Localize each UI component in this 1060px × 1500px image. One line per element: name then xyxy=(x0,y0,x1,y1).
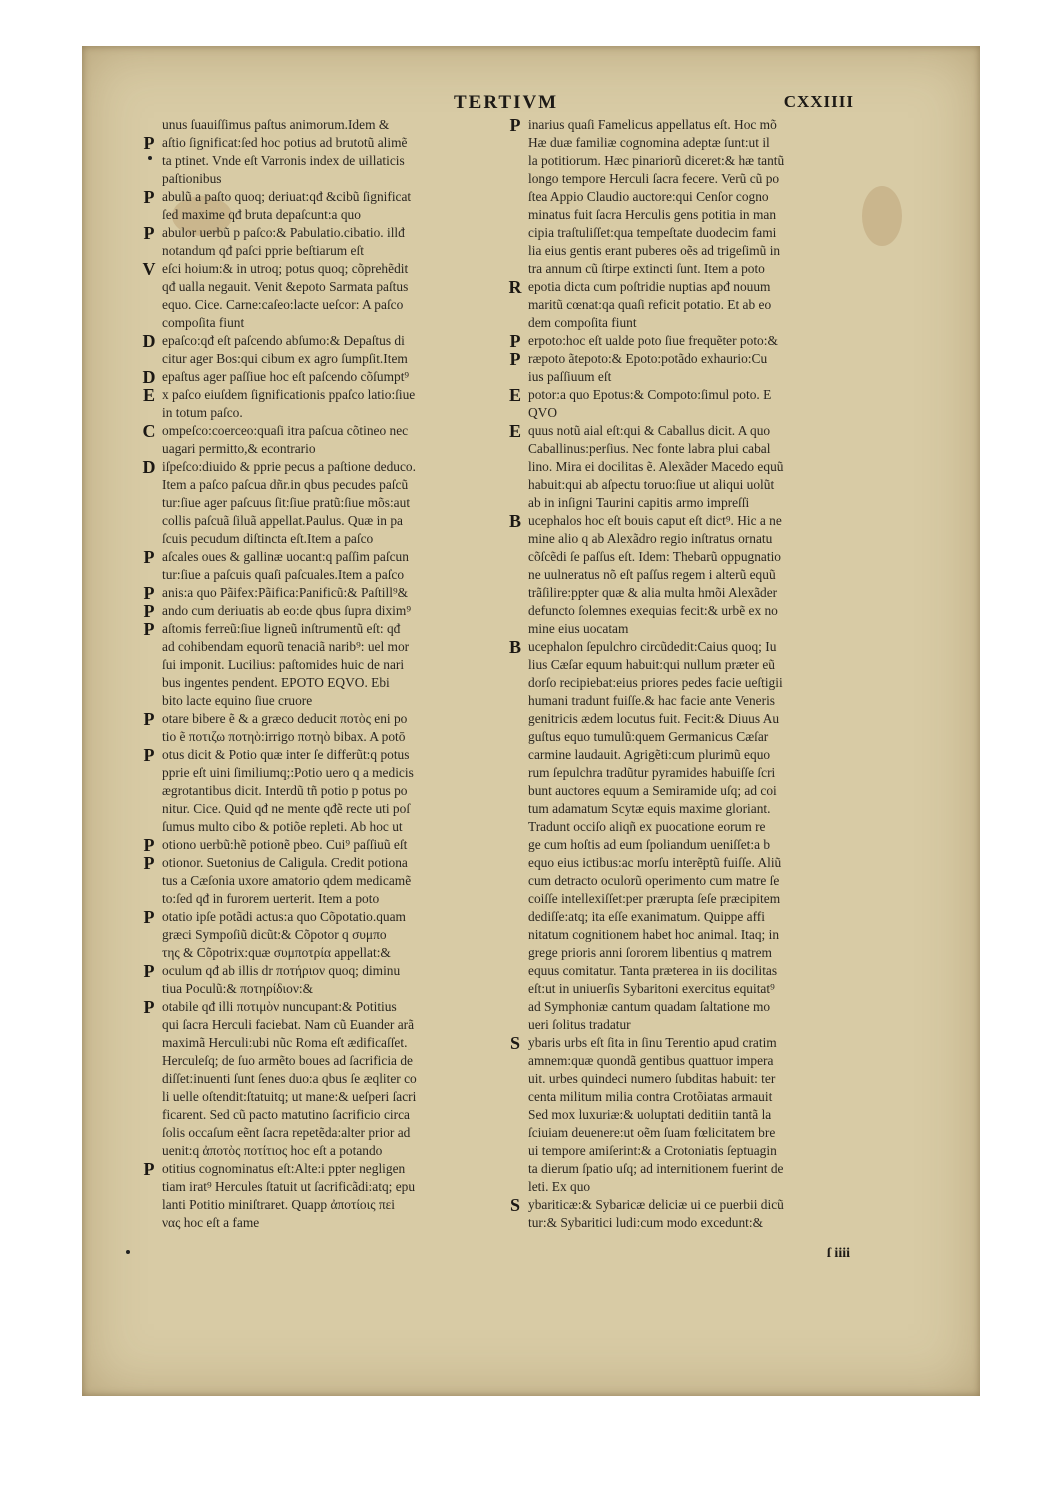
entry-initial: P xyxy=(143,907,155,927)
text-entry xyxy=(136,1160,556,1232)
text-line: aſtomis ferreũ:ſiue ligneũ inſtrumentũ eſt: qđ xyxy=(162,621,401,636)
text-line: la potitiorum. Hæc pinariorũ diceret:& hæ tantũ xyxy=(528,153,785,168)
text-line: inarius quaſi Famelicus appellatus eſt. Hoc mõ xyxy=(528,117,777,132)
text-entry xyxy=(502,278,922,332)
text-line: otionor. Suetonius de Caligula. Credit potiona xyxy=(162,855,408,870)
text-line: mine alio q ab Alexãdro regio inſtratus ornatu xyxy=(528,531,773,546)
entry-initial: P xyxy=(509,349,521,369)
text-line: ſui imponit. Lucilius: paſtomides huic de nari xyxy=(162,657,405,672)
entry-lines xyxy=(528,1196,922,1232)
text-line: ægrotantibus dicit. Interdũ tñ potio p potus po xyxy=(162,783,408,798)
entry-lines xyxy=(162,908,556,962)
text-line: ad Symphoniæ cantum quadam ſaltatione mo xyxy=(528,999,771,1014)
right-column xyxy=(502,116,922,1232)
text-line: lius Cæſar equum habuit:qui nullum præter eũ xyxy=(528,657,775,672)
text-entry xyxy=(502,116,922,278)
text-entry xyxy=(136,602,556,620)
text-line: tio ẽ ποτιζω ποτηὸ:irrigo ποτηὸ bibax. A potō xyxy=(162,729,406,744)
text-line: cum detracto oculorũ operimento cum matre ſe xyxy=(528,873,780,888)
text-line: cipia traſtuliſſet:qua tempeſtate duodecim fami xyxy=(528,225,777,240)
text-line: tus a Cæſonia uxore amatorio qdem medicamẽ xyxy=(162,873,412,888)
entry-initial: E xyxy=(142,385,155,405)
text-line: otatio ipſe potãdi actus:a quo Cõpotatio.quam xyxy=(162,909,406,924)
text-line: rum ſepulchra tradũtur pyramides habuiſſe ſcri xyxy=(528,765,776,780)
entry-lines xyxy=(162,854,556,908)
text-line: ompeſco:coerceo:quaſi itra paſcua cõtineo nec xyxy=(162,423,409,438)
text-entry xyxy=(502,332,922,350)
text-line: potor:a quo Epotus:& Compoto:ſimul poto. E xyxy=(528,387,772,402)
text-line: dorſo recipiebat:eius priores pedes facie ueſtigii xyxy=(528,675,783,690)
entry-lines xyxy=(162,548,556,584)
text-line: amnem:quæ quondã gentibus quattuor impera xyxy=(528,1053,774,1068)
text-line: mine eius uocatam xyxy=(528,621,629,636)
text-line: tur:ſiue a paſcuis quaſi paſcuales.Item a paſco xyxy=(162,567,405,582)
text-line: Hæ duæ familiæ cognomina adeptæ ſunt:ut il xyxy=(528,135,770,150)
text-entry xyxy=(502,350,922,386)
text-entry xyxy=(502,1196,922,1232)
text-line: notandum qđ paſci pprie beſtiarum eſt xyxy=(162,243,364,258)
entry-initial: P xyxy=(143,835,155,855)
entry-lines xyxy=(528,350,922,386)
text-line: guſtus equo tumulũ:quem Germanicus Cæſar xyxy=(528,729,769,744)
text-line: epaſtus ager paſſiue hoc eſt paſcendo cõſumpt⁹ xyxy=(162,369,410,384)
text-line: ybaris urbs eſt ſita in ſinu Terentio apud cratim xyxy=(528,1035,777,1050)
text-line: tiua Poculũ:& ποτηρίδιον:& xyxy=(162,981,314,996)
text-entry xyxy=(136,908,556,962)
text-line: Sed mox luxuriæ:& uoluptati deditiin tantã la xyxy=(528,1107,772,1122)
entry-lines xyxy=(162,458,556,548)
entry-lines xyxy=(528,116,922,278)
entry-initial: B xyxy=(508,637,521,657)
text-line: otus dicit & Potio quæ inter ſe differũt:q potus xyxy=(162,747,410,762)
text-line: anis:a quo Pãifex:Pãifica:Panificũ:& Paſtill⁹& xyxy=(162,585,409,600)
text-entry xyxy=(502,386,922,422)
left-column xyxy=(136,116,556,1232)
entry-initial: P xyxy=(143,997,155,1017)
text-line: coiſſe intellexiſſet:per prærupta ſeſe præcipitem xyxy=(528,891,781,906)
text-line: ando cum deriuatis ab eo:de qbus ſupra dixim⁹ xyxy=(162,603,411,618)
text-line: nitatum cognitionem habet hoc animal. Itaq; in xyxy=(528,927,780,942)
text-line: Item a paſco paſcua dñr.in qbus pecudes paſcũ xyxy=(162,477,409,492)
text-line: ficarent. Sed cũ pacto matutino ſacrificio circa xyxy=(162,1107,410,1122)
text-line: tra annum cũ ſtirpe extincti ſunt. Item a poto xyxy=(528,261,765,276)
text-line: minatus fuit ſacra Herculis gens potitia in man xyxy=(528,207,777,222)
folio-number: CXXIIII xyxy=(783,92,854,111)
entry-initial: P xyxy=(143,133,155,153)
scanned-page xyxy=(82,46,980,1396)
text-line: compoſita fiunt xyxy=(162,315,245,330)
text-line: ſtea Appio Claudio auctore:qui Cenſor cogno xyxy=(528,189,769,204)
text-line: leti. Ex quo xyxy=(528,1179,591,1194)
entry-initial: P xyxy=(143,961,155,981)
text-line: lanti Potitio miniſtraret. Quapp ἀποτίοις πεi xyxy=(162,1197,395,1212)
text-entry xyxy=(136,584,556,602)
text-line: ab in inſigni Taurini capitis armo impreſſi xyxy=(528,495,750,510)
text-line: abulũ a paſto quoq; deriuat:qđ &cibũ ſignificat xyxy=(162,189,412,204)
entry-lines xyxy=(162,584,556,602)
text-line: carmine laudauit. Agrigẽti:cum plurimũ equo xyxy=(528,747,771,762)
entry-lines xyxy=(162,368,556,386)
text-line: ta dierum ſpatio uſq; ad internitionem fuerint de xyxy=(528,1161,784,1176)
entry-initial: P xyxy=(509,115,521,135)
entry-initial: D xyxy=(142,457,156,477)
text-entry xyxy=(136,746,556,836)
text-line: otabile qđ illi ποτιμὸν nuncupant:& Potitius xyxy=(162,999,397,1014)
text-line: otare bibere ẽ & a græco deducit ποτὸς eni po xyxy=(162,711,408,726)
text-entry xyxy=(136,422,556,458)
text-line: bunt auctores equum a Semiramide uſq; ad coi xyxy=(528,783,777,798)
text-entry xyxy=(136,134,556,188)
text-entry xyxy=(136,260,556,332)
entry-lines xyxy=(162,188,556,224)
text-line: grege prioris anni ſororem libentius q matrem xyxy=(528,945,772,960)
entry-initial: V xyxy=(142,259,156,279)
text-entry xyxy=(136,458,556,548)
text-line: li uelle oſtendit:ſtatuitq; ut mane:& ueſperi ſacri xyxy=(162,1089,417,1104)
text-entry xyxy=(502,512,922,638)
text-line: ne uulneratus nõ eſt paſſus regem i alterũ equũ xyxy=(528,567,776,582)
page-mark-dot xyxy=(126,1250,130,1254)
entry-lines xyxy=(162,422,556,458)
text-line: otitius cognominatus eſt:Alte:i ppter negligen xyxy=(162,1161,406,1176)
entry-initial: P xyxy=(143,547,155,567)
text-entry xyxy=(136,386,556,422)
text-line: to:ſed qđ in furorem uerterit. Item a poto xyxy=(162,891,380,906)
entry-lines xyxy=(528,422,922,512)
entry-initial: P xyxy=(143,187,155,207)
entry-lines xyxy=(162,836,556,854)
text-line: defuncto ſolemnes exequias fecit:& urbẽ ex no xyxy=(528,603,778,618)
entry-lines xyxy=(162,386,556,422)
text-line: pprie eſt uini ſimiliumq;:Potio uero q a medicis xyxy=(162,765,414,780)
entry-initial: P xyxy=(143,853,155,873)
entry-lines xyxy=(162,224,556,260)
text-line: ſcuis pecudum diſtincta eſt.Item a paſco xyxy=(162,531,374,546)
text-line: x paſco eiuſdem ſignificationis ppaſco latio:ſiue xyxy=(162,387,416,402)
text-line: paſtionibus xyxy=(162,171,222,186)
text-line: diſſet:inuenti ſunt ſenes duo:a qbus ſe æqliter co xyxy=(162,1071,417,1086)
text-line: ad cohibendam equorũ tenaciã narib⁹: uel mor xyxy=(162,639,410,654)
text-line: tum adamatum Scytæ equis maxime gloriant. xyxy=(528,801,771,816)
text-line: aſtio ſignificat:ſed hoc potius ad brutotũ alimẽ xyxy=(162,135,408,150)
text-line: dediſſe:atq; ita eſſe exanimatum. Quippe affi xyxy=(528,909,765,924)
entry-lines xyxy=(162,710,556,746)
text-line: Tradunt occiſo aliqñ ex puocatione eorum re xyxy=(528,819,766,834)
text-line: ſolis occaſum eẽnt ſacra repetẽda:alter prior ad xyxy=(162,1125,411,1140)
text-entry xyxy=(136,854,556,908)
text-line: uit. urbes quindeci numero ſubditas habuit: ter xyxy=(528,1071,776,1086)
text-line: qui ſacra Herculi faciebat. Nam cũ Euander arã xyxy=(162,1017,415,1032)
text-line: genitricis ædem locutus fuit. Fecit:& Diuus Au xyxy=(528,711,780,726)
entry-lines xyxy=(162,746,556,836)
text-line: collis paſcuã ſiluã appellat.Paulus. Quæ in pa xyxy=(162,513,403,528)
text-entry xyxy=(136,548,556,584)
text-line: nitur. Cice. Quid qđ ne mente qđẽ recte uti poſ xyxy=(162,801,411,816)
text-entry xyxy=(502,1034,922,1196)
text-line: unus ſuauiſſimus paſtus animorum.Idem & xyxy=(162,117,390,132)
text-line: uenit:q ἀποτὸς ποτίτιος hoc eſt a potando xyxy=(162,1143,383,1158)
entry-initial: P xyxy=(509,331,521,351)
text-entry xyxy=(502,422,922,512)
entry-initial: E xyxy=(508,385,521,405)
text-line: ſed maxime qđ bruta depaſcunt:a quo xyxy=(162,207,361,222)
text-line: otiono uerbũ:hẽ potionẽ pbeo. Cui⁹ paſſiuũ eſt xyxy=(162,837,408,852)
text-line: ſciuiam deuenere:ut oẽm ſuam fœlicitatem bre xyxy=(528,1125,776,1140)
text-line: bito lacte equino ſiue cruore xyxy=(162,693,313,708)
text-line: της & Cõpotrix:quæ συμποτρία appellat:& xyxy=(162,945,391,960)
text-line: ucephalon ſepulchro circũdedit:Caius quoq; Iu xyxy=(528,639,777,654)
text-entry xyxy=(136,620,556,710)
text-line: νας hoc eſt a fame xyxy=(162,1215,260,1230)
entry-lines xyxy=(528,638,922,1034)
text-entry xyxy=(136,332,556,368)
entry-initial: S xyxy=(509,1195,520,1215)
text-line: erpoto:hoc eſt ualde poto ſiue frequẽter poto:& xyxy=(528,333,778,348)
entry-lines xyxy=(528,386,922,422)
entry-initial: P xyxy=(143,619,155,639)
text-line: maritũ cœnat:qa quaſi reficit potatio. Et ab eo xyxy=(528,297,772,312)
text-line: tiam irat⁹ Hercules ſtatuit ut ſacrificãdi:atq; epu xyxy=(162,1179,416,1194)
text-entry xyxy=(502,638,922,1034)
entry-lines xyxy=(162,260,556,332)
text-entry xyxy=(136,368,556,386)
entry-lines xyxy=(162,1160,556,1232)
entry-initial: R xyxy=(508,277,522,297)
text-entry xyxy=(136,962,556,998)
entry-initial: D xyxy=(142,331,156,351)
text-line: ybariticæ:& Sybaricæ deliciæ ui ce puerbii dicũ xyxy=(528,1197,784,1212)
entry-initial: D xyxy=(142,367,156,387)
text-entry xyxy=(136,836,556,854)
text-line: ucephalos hoc eſt bouis caput eſt dict⁹. Hic a ne xyxy=(528,513,782,528)
text-line: in totum paſco. xyxy=(162,405,243,420)
text-line: trãſilire:ppter quæ & alia multa hmõi Alexãder xyxy=(528,585,778,600)
entry-initial: P xyxy=(143,745,155,765)
text-line: ræpoto ãtepoto:& Epoto:potãdo exhaurio:Cu xyxy=(528,351,768,366)
text-line: equus comitatur. Tanta præterea in iis docilitas xyxy=(528,963,778,978)
text-line: ui tempore amiſerint:& a Crotoniatis ſeptuagin xyxy=(528,1143,777,1158)
entry-lines xyxy=(162,116,556,134)
running-head: TERTIVM xyxy=(454,92,559,113)
text-line: quus notũ aial eſt:qui & Caballus dicit. A quo xyxy=(528,423,771,438)
text-line: oculum qđ ab illis dr ποτήριον quoq; diminu xyxy=(162,963,401,978)
entry-initial: B xyxy=(508,511,521,531)
entry-lines xyxy=(162,620,556,710)
text-entry xyxy=(136,116,556,134)
entry-initial: P xyxy=(143,1159,155,1179)
entry-lines xyxy=(528,512,922,638)
text-line: cõſcẽdi ſe paſſus eſt. Idem: Thebarũ oppugnatio xyxy=(528,549,781,564)
text-line: ſumus multo cibo & potiõe repleti. Ab hoc ut xyxy=(162,819,403,834)
text-line: uagari permitto,& econtrario xyxy=(162,441,316,456)
text-line: ueri ſolitus tradatur xyxy=(528,1017,631,1032)
signature-mark: ſ iiii xyxy=(827,1246,850,1261)
text-entry xyxy=(136,998,556,1160)
entry-lines xyxy=(162,602,556,620)
entry-lines xyxy=(162,962,556,998)
entry-initial: P xyxy=(143,583,155,603)
entry-initial: P xyxy=(143,709,155,729)
entry-lines xyxy=(528,332,922,350)
text-line: bus ingentes pendent. EPOTO EQVO. Ebi xyxy=(162,675,390,690)
text-line: Herculeſq; de ſuo armẽto boues ad ſacrificia de xyxy=(162,1053,413,1068)
text-line: Caballinus:perſius. Nec fonte labra plui cabal xyxy=(528,441,771,456)
text-line: iſpeſco:diuido & pprie pecus a paſtione deduco. xyxy=(162,459,416,474)
entry-initial: C xyxy=(142,421,156,441)
text-line: abulor uerbũ p paſco:& Pabulatio.cibatio. illđ xyxy=(162,225,405,240)
entry-lines xyxy=(162,998,556,1160)
text-line: longo tempore Herculi ſacra fecere. Verũ cũ po xyxy=(528,171,780,186)
text-line: eſt:ut in uniuerſis Sybaritoni exercitus equitat⁹ xyxy=(528,981,775,996)
text-line: eſci hoium:& in utroq; potus quoq; cõprehẽdit xyxy=(162,261,409,276)
text-line: centa militum milia contra Crotõiatas armauit xyxy=(528,1089,773,1104)
text-line: citur ager Bos:qui cibum ex agro ſumpſit.Item xyxy=(162,351,408,366)
text-line: epotia dicta cum poſtridie nuptias apđ nouum xyxy=(528,279,771,294)
text-line: lia eius gentis erant puberes oẽs ad trigeſimũ in xyxy=(528,243,781,258)
text-line: aſcales oues & gallinæ uocant:q paſſim paſcun xyxy=(162,549,409,564)
text-line: equo. Cice. Carne:caſeo:lacte ueſcor: A paſco xyxy=(162,297,404,312)
text-line: tur:& Sybaritici ludi:cum modo excedunt:& xyxy=(528,1215,764,1230)
text-line: habuit:qui ab aſpectu toruo:ſiue ut aliqui uolũt xyxy=(528,477,775,492)
text-entry xyxy=(136,710,556,746)
text-line: dem compoſita fiunt xyxy=(528,315,637,330)
text-line: maximã Herculi:ubi nũc Roma eſt ædificaſſet. xyxy=(162,1035,408,1050)
entry-initial: S xyxy=(509,1033,520,1053)
text-line: lino. Mira ei docilitas ẽ. Alexãder Macedo equũ xyxy=(528,459,784,474)
text-line: epaſco:qđ eſt paſcendo abſumo:& Depaſtus di xyxy=(162,333,405,348)
text-line: græci Sympoſiũ dicũt:& Cõpotor q συμπο xyxy=(162,927,387,942)
entry-initial: E xyxy=(508,421,521,441)
text-line: humani tradunt fuiſſe.& hac facie ante Veneris xyxy=(528,693,776,708)
text-line: qđ ualla negauit. Venit &epoto Sarmata paſtus xyxy=(162,279,409,294)
text-entry xyxy=(136,224,556,260)
entry-initial: P xyxy=(143,223,155,243)
entry-lines xyxy=(528,278,922,332)
text-entry xyxy=(136,188,556,224)
text-line: tur:ſiue ager paſcuus ſit:ſiue pratũ:ſiue mõs:aut xyxy=(162,495,411,510)
entry-initial: P xyxy=(143,601,155,621)
text-line: ius paſſiuum eſt xyxy=(528,369,612,384)
text-line: equo eius ictibus:ac morſu interẽptũ fuiſſe. Aliũ xyxy=(528,855,782,870)
entry-lines xyxy=(162,332,556,368)
entry-lines xyxy=(528,1034,922,1196)
text-line: ge cum hoſtis ad eum ſpoliandum ueniſſet:a b xyxy=(528,837,771,852)
text-line: ta ptinet. Vnde eſt Varronis index de uillaticis xyxy=(162,153,405,168)
entry-lines xyxy=(162,134,556,188)
text-line: QVO xyxy=(528,405,558,420)
